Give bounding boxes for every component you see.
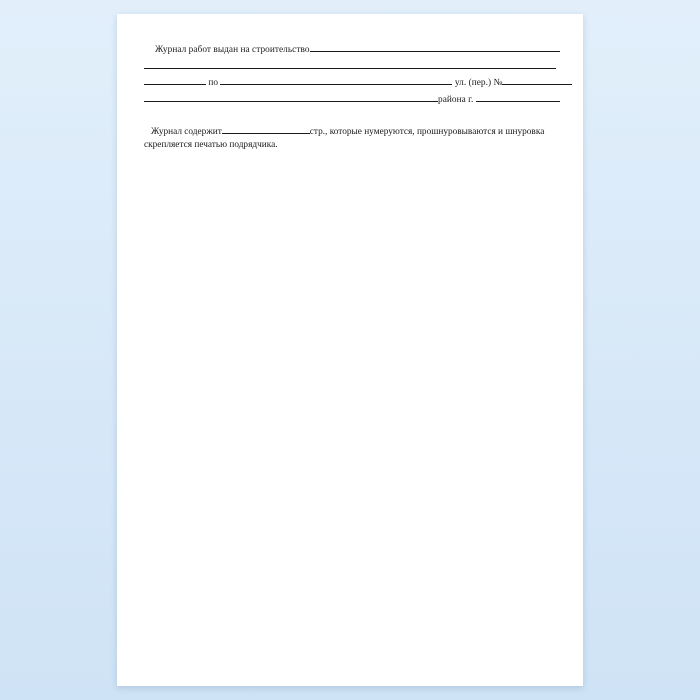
district-fill-rule-1 bbox=[144, 92, 438, 102]
address-line-1 bbox=[144, 59, 560, 76]
title-line bbox=[144, 42, 560, 59]
pages-paragraph bbox=[144, 124, 560, 151]
pages-count-fill-rule bbox=[222, 124, 310, 134]
address-line-2 bbox=[144, 75, 560, 92]
district-fill-rule-2 bbox=[476, 92, 560, 102]
pages-count-label: Журнал содержит bbox=[150, 127, 222, 138]
pages-count-suffix: стр., которые нумеруются, прошнуровываются и шнуровка bbox=[309, 127, 545, 138]
document-body bbox=[144, 42, 560, 152]
title-label: Журнал работ выдан на строительство bbox=[155, 45, 310, 55]
district-label: района г. bbox=[438, 94, 474, 105]
title-fill-rule bbox=[310, 42, 560, 52]
address-line-3 bbox=[144, 92, 560, 109]
street-fill-rule-1 bbox=[144, 75, 206, 85]
pages-paragraph-line-1 bbox=[144, 127, 544, 137]
street-fill-rule-3 bbox=[502, 75, 572, 85]
po-label: по bbox=[208, 78, 219, 89]
street-number-label: ул. (пер.) № bbox=[454, 78, 503, 89]
address-fill-rule-1 bbox=[144, 59, 556, 69]
document-page bbox=[117, 14, 583, 686]
pages-paragraph-line-2: скрепляется печатью подрядчика. bbox=[144, 139, 278, 150]
street-fill-rule-2 bbox=[220, 75, 452, 85]
